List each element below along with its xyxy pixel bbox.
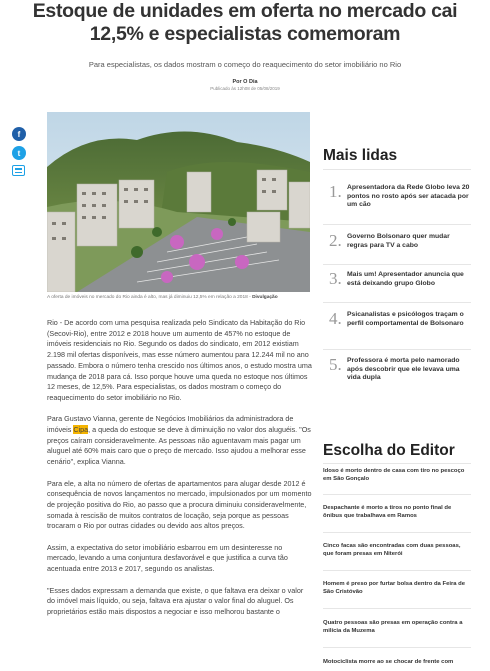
editors-choice-link[interactable]: Quatro pessoas são presas em operação contra a milícia da Muzema xyxy=(323,620,463,635)
article-body xyxy=(47,318,312,628)
editors-choice-link[interactable]: Idoso é morto dentro de casa com tiro no pescoço em São Gonçalo xyxy=(323,468,465,483)
most-read-number: 1. xyxy=(329,182,342,201)
most-read-number: 4. xyxy=(329,309,342,328)
editors-choice-item[interactable] xyxy=(323,467,471,483)
headline-line-1: Estoque de unidades em oferta no mercado cai xyxy=(32,0,458,22)
comment-icon[interactable] xyxy=(12,165,25,176)
divider xyxy=(323,264,471,265)
headline xyxy=(0,0,490,46)
most-read-link[interactable]: Governo Bolsonaro quer mudar regras para TV a cabo xyxy=(347,233,450,249)
editors-choice-link[interactable]: Despachante é morto a tiros no ponto final de ônibus que trabalhava em Ramos xyxy=(323,505,452,520)
divider xyxy=(323,224,471,225)
most-read-number: 5. xyxy=(329,355,342,374)
divider xyxy=(323,463,471,464)
most-read-number: 3. xyxy=(329,269,342,288)
editors-choice-link[interactable]: Homem é preso por furtar bolsa dentro da Feira de São Cristóvão xyxy=(323,581,466,596)
subtitle: Para especialistas, os dados mostram o começo do reaquecimento do setor imobiliário no Rio xyxy=(88,60,402,69)
facebook-glyph: f xyxy=(17,129,21,139)
divider xyxy=(323,169,471,170)
twitter-share-icon[interactable] xyxy=(12,146,26,160)
headline-line-2: 12,5% e especialistas comemoram xyxy=(89,23,401,45)
editors-choice-item[interactable] xyxy=(323,580,471,596)
divider xyxy=(323,570,471,571)
paragraph-4: Assim, a expectativa do setor imobiliário esbarrou em um desinteresse no mercado, levando a uma conjuntura desfavorável e que justifica a curva tão acentuada entre 2013 e 2017, segundo os analistas. xyxy=(47,542,288,574)
editors-choice-item[interactable] xyxy=(323,619,471,635)
paragraph-2-end: , a queda do estoque se deve à diminuição no valor dos aluguéis. "Os preços caíram consideravelmente. As pessoas não aguentavam mais pagar um aluguel até 60% mais caro que o preço de mercado. Isso ajudou a melhorar esse cenário", explica Vianna. xyxy=(47,425,311,467)
editors-choice-item[interactable] xyxy=(323,504,471,520)
most-read-item[interactable] xyxy=(323,270,471,288)
most-read-link[interactable]: Professora é morta pelo namorado após descobrir que ele levava uma vida dupla xyxy=(347,357,460,382)
most-read-item[interactable] xyxy=(323,310,471,328)
most-read-title: Mais lidas xyxy=(323,147,398,164)
publish-date: Publicado às 12h08 de 05/08/2019 xyxy=(210,86,280,91)
facebook-share-icon[interactable] xyxy=(12,127,26,141)
divider xyxy=(323,494,471,495)
divider xyxy=(323,302,471,303)
most-read-item[interactable] xyxy=(323,183,471,210)
cipa-link[interactable]: Cipa xyxy=(73,425,89,435)
paragraph-2 xyxy=(47,414,312,468)
photo-caption xyxy=(47,295,317,300)
paragraph-5: "Esses dados expressam a demanda que existe, o que faltava era deixar o valor do imóvel mais líquido, ou seja, faltava era ajustar o valor final do aluguel. Os proprietários estão mais dispostos a negociar e isso melhorou bastante o xyxy=(47,585,304,616)
caption-text: A oferta de imóveis no mercado do Rio ainda é alto, mas já diminuiu 12,5% em relação a 2018 - xyxy=(47,295,253,300)
housing-complex-illustration xyxy=(47,112,310,292)
editors-choice-title: Escolha do Editor xyxy=(323,442,455,459)
most-read-number: 2. xyxy=(329,231,342,250)
paragraph-1: Rio - De acordo com uma pesquisa realizada pelo Sindicato da Habitação do Rio (Secovi-Rio), entre 2012 e 2018 houve um aumento de 457% no estoque de imóveis residenciais no Rio. Segundo os dados do sindicato, em 2012 existiam 2.198 mil ofertas disponíveis, mas esse número aumentou para 12.244 mil no ano passado. Embora o número tenha crescido nos últimos anos, o estudo mostra uma mudança de 2018 para cá. Isso porque houve uma queda no estoque nos últimos 12 meses, de 12,5%. Para especialistas, os dados mostram o começo do reaquecimento do setor imobiliário no Rio. xyxy=(47,318,312,402)
divider xyxy=(323,349,471,350)
divider xyxy=(323,608,471,609)
twitter-glyph: t xyxy=(17,148,21,158)
most-read-link[interactable]: Psicanalistas e psicólogos traçam o perfil comportamental de Bolsonaro xyxy=(347,311,464,327)
byline: Por O Dia xyxy=(232,79,258,85)
editors-choice-link[interactable]: Cinco facas são encontradas com duas pessoas, que foram presas em Niterói xyxy=(323,543,461,558)
most-read-item[interactable] xyxy=(323,356,471,383)
editors-choice-link[interactable]: Motociclista morre ao se chocar de frente com xyxy=(323,659,454,665)
caption-credit: Divulgação xyxy=(252,295,278,300)
paragraph-3: Para ele, a alta no número de ofertas de apartamentos para alugar desde 2012 é consequência de novos lançamentos no mercado, impulsionados por um momento de projeção positiva do Rio, ao passo que a procura diminuiu consideravelmente, somada à rescisão de muitos contratos de locação, seja porque as pessoas trocaram o Rio por outras cidades ou devido aos altos preços. xyxy=(47,478,312,531)
paragraph-2-start: Para Gustavo Vianna, gerente de Negócios Imobiliários da administradora de imóveis xyxy=(47,414,294,435)
divider xyxy=(323,532,471,533)
most-read-link[interactable]: Apresentadora da Rede Globo leva 20 pontos no rosto após ser atacada por um cão xyxy=(347,184,470,209)
divider xyxy=(323,647,471,648)
most-read-link[interactable]: Mais um! Apresentador anuncia que está deixando grupo Globo xyxy=(347,271,464,287)
article-photo xyxy=(47,112,310,292)
editors-choice-item[interactable] xyxy=(323,542,471,558)
editors-choice-item[interactable] xyxy=(323,658,471,666)
most-read-item[interactable] xyxy=(323,232,471,250)
